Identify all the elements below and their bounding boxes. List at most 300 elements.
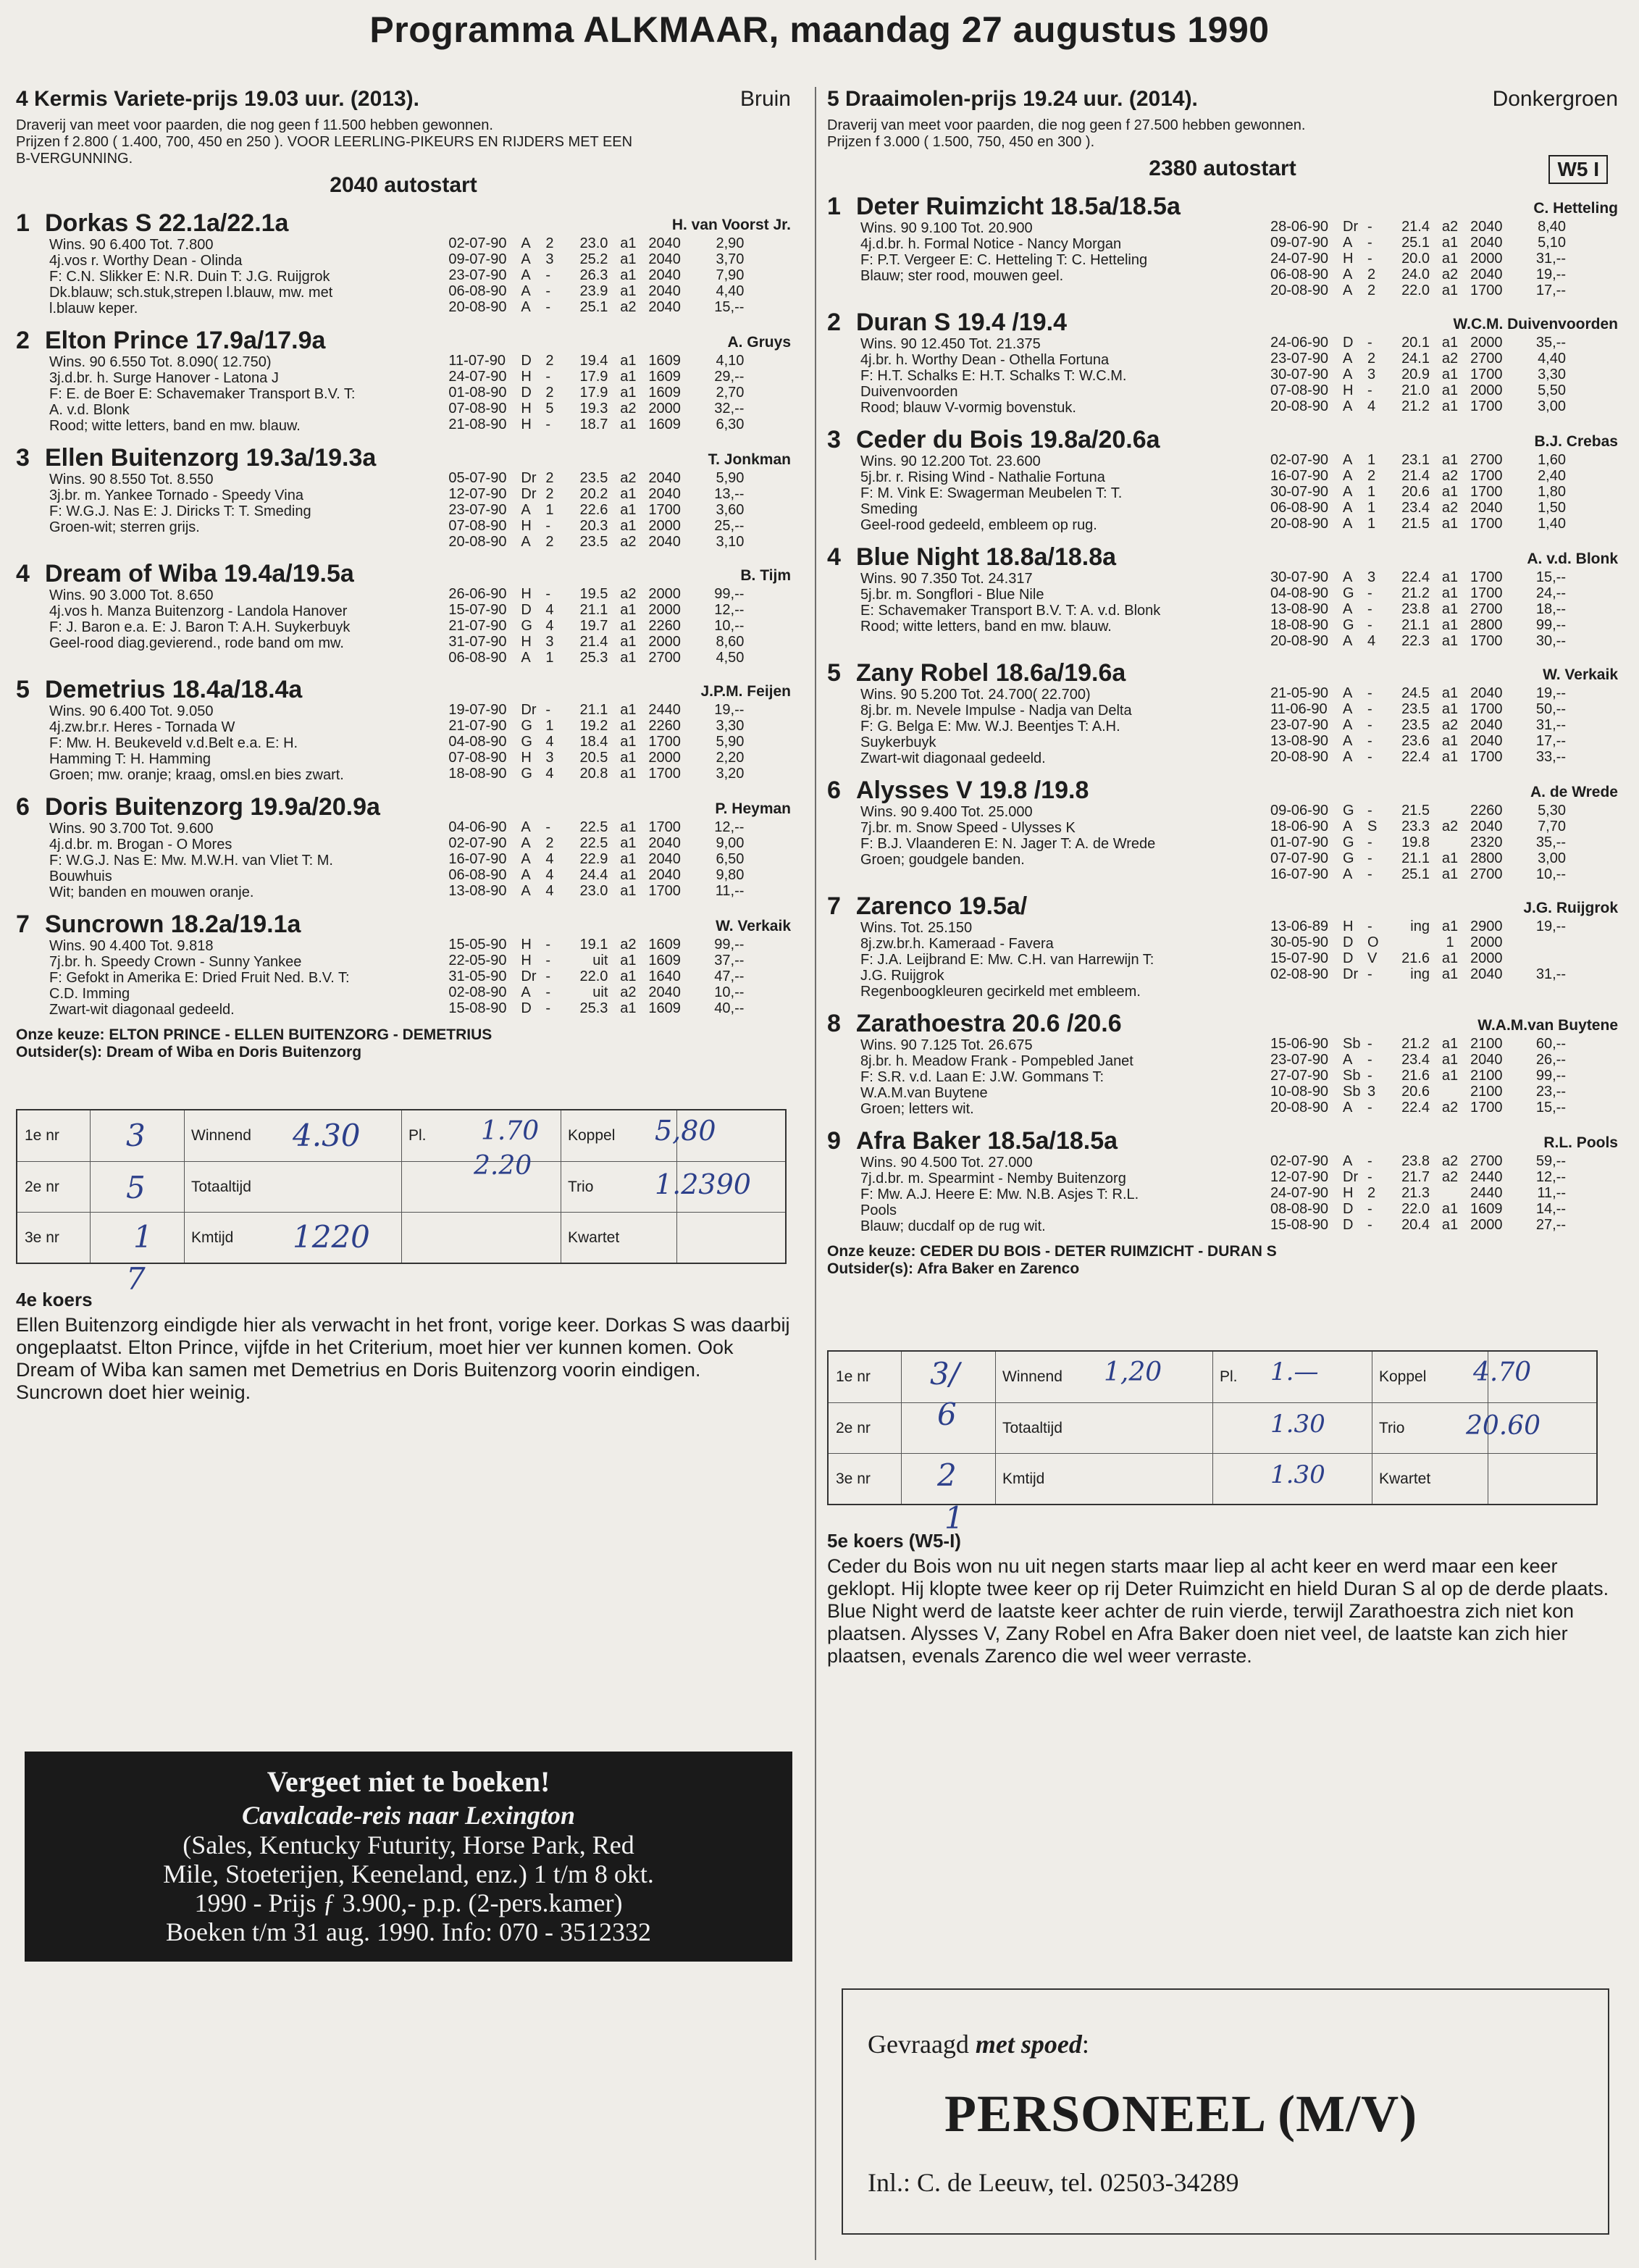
result-cell: 2040 [1470, 1052, 1503, 1068]
result-cell: A [521, 819, 531, 835]
result-cell: 2040 [1470, 819, 1503, 834]
result-cell: 2700 [1470, 601, 1503, 617]
result-cell: a2 [1441, 351, 1459, 367]
result-line [1270, 934, 1618, 950]
result-cell: 11-06-90 [1270, 701, 1328, 717]
result-line [1270, 803, 1618, 819]
result-cell: - [1367, 585, 1372, 601]
race-heading: 5 Draaimolen-prijs 19.24 uur. (2014). [827, 87, 1198, 111]
result-cell: 5,90 [716, 470, 745, 486]
horse-name-text: Ellen Buitenzorg 19.3a/19.3a [45, 444, 377, 472]
result-cell: a1 [1441, 569, 1459, 585]
trainer-name: W. Verkaik [1543, 666, 1618, 683]
result-cell: 21.3 [1401, 1185, 1430, 1201]
result-line [1270, 733, 1618, 749]
result-cell: Dr [521, 470, 537, 486]
report-text: Ceder du Bois won nu uit negen starts maar liep al acht keer en werd maar een keer geklopt. Hij klopte twee keer op rij Deter Ruimzicht en hield Duran S al op de derde plaats. Blue Night werd de laatste keer achter de ruin vierde, terwijl Zarathoestra zich niet kon plaatsen. Alysses V, Zany Robel en Afra Baker doen niet veel, de laatste kan zich hier plaatsen, evenals Zarenco die wel weer verraste. [827, 1555, 1609, 1667]
horse-info-line: Dk.blauw; sch.stuk,strepen l.blauw, mw. met [49, 285, 333, 301]
result-cell: 02-07-90 [448, 835, 507, 851]
result-cell: A [1343, 283, 1353, 298]
staff-wanted-advertisement [842, 1988, 1609, 2235]
result-cell: G [521, 766, 532, 782]
horse-name [827, 892, 1618, 920]
result-cell: 25.1 [579, 299, 608, 315]
result-cell: 1 [1367, 452, 1376, 468]
horse-results [448, 937, 791, 1018]
result-cell: 23.0 [579, 883, 608, 899]
result-cell: G [1343, 585, 1354, 601]
result-cell: 17,-- [1535, 733, 1566, 749]
travel-advertisement [25, 1752, 792, 1962]
result-cell: - [1367, 919, 1372, 934]
handwritten-second: 5 [126, 1170, 146, 1205]
race-description [16, 117, 791, 167]
result-cell: 21.4 [1401, 219, 1430, 235]
handwritten-winnend: 4.30 [293, 1118, 361, 1153]
result-cell: 04-08-90 [448, 734, 507, 750]
trainer-name: B. Tijm [740, 567, 791, 584]
result-cell: a2 [1441, 468, 1459, 484]
result-cell: 2700 [648, 650, 681, 666]
result-cell: D [1343, 1217, 1354, 1233]
result-cell: - [545, 518, 551, 534]
result-cell: A [1343, 685, 1353, 701]
result-cell: V [1367, 950, 1378, 966]
our-choice [16, 1026, 791, 1061]
result-cell: 21.2 [1401, 398, 1430, 414]
result-cell: a2 [620, 937, 637, 953]
result-cell: Sb [1343, 1036, 1361, 1052]
result-cell: 19,-- [1535, 919, 1566, 934]
result-cell: 2440 [1470, 1169, 1503, 1185]
result-cell: 21.1 [579, 702, 608, 718]
result-cell: H [1343, 382, 1354, 398]
horse-entry [16, 560, 791, 666]
result-cell: 2100 [1470, 1036, 1503, 1052]
trainer-name: W. Verkaik [716, 918, 791, 934]
result-line [448, 953, 791, 968]
result-cell: 7,70 [1538, 819, 1566, 834]
result-cell: 5,30 [1538, 803, 1566, 819]
result-cell: 4 [545, 851, 554, 867]
handwritten-first: 3/ [930, 1356, 960, 1392]
grid-line [401, 1110, 402, 1263]
result-cell: 11,-- [1537, 1185, 1566, 1201]
result-cell: 31-05-90 [448, 968, 507, 984]
result-cell: a1 [620, 650, 637, 666]
result-cell: 20-08-90 [1270, 1100, 1329, 1116]
handwritten-pl2: 2.20 [474, 1151, 532, 1181]
result-cell: 15-08-90 [1270, 1217, 1329, 1233]
result-cell: 2320 [1470, 834, 1503, 850]
result-cell: - [1367, 251, 1372, 267]
result-line [448, 586, 791, 602]
result-cell: 1609 [648, 369, 681, 385]
result-line [1270, 1201, 1618, 1217]
result-cell: - [545, 283, 551, 299]
kwartet-label: Kwartet [1379, 1470, 1431, 1487]
result-line [1270, 267, 1618, 283]
result-cell: A [521, 283, 531, 299]
horse-info-line: Duivenvoorden [860, 384, 958, 400]
result-cell: 07-08-90 [1270, 382, 1329, 398]
result-cell: - [545, 1000, 551, 1016]
result-cell: 13-08-90 [1270, 601, 1329, 617]
result-line [1270, 617, 1618, 633]
result-cell: 06-08-90 [448, 867, 507, 883]
result-cell: A [1343, 717, 1353, 733]
result-cell: 15-06-90 [1270, 1036, 1329, 1052]
result-cell: 12-07-90 [1270, 1169, 1329, 1185]
race-color: Donkergroen [1492, 87, 1618, 111]
result-cell: 26,-- [1535, 1052, 1566, 1068]
result-cell: a1 [1441, 1068, 1459, 1084]
result-cell: 20.1 [1401, 335, 1430, 351]
result-cell: 11,-- [715, 883, 745, 899]
result-cell: a2 [1441, 267, 1459, 283]
totaaltijd-label: Totaaltijd [191, 1179, 251, 1195]
horse-info-line: Wins. 90 6.550 Tot. 8.090( 12.750) [49, 354, 272, 370]
result-cell: 2,40 [1538, 468, 1566, 484]
horse-info [16, 587, 448, 666]
result-cell: G [521, 734, 532, 750]
result-cell: 20.5 [579, 750, 608, 766]
result-cell: a1 [1441, 452, 1459, 468]
result-cell: 19,-- [714, 702, 745, 718]
result-cell: 19.1 [579, 937, 608, 953]
horse-entry [827, 309, 1618, 416]
result-cell: A [1343, 500, 1353, 516]
horse-info-line: W.A.M.van Buytene [860, 1085, 988, 1101]
horse-info-line: F: S.R. v.d. Laan E: J.W. Gommans T: [860, 1069, 1104, 1085]
result-cell: 20.6 [1401, 484, 1430, 500]
result-cell: A [1343, 398, 1353, 414]
horse-number: 2 [16, 327, 30, 354]
result-cell: - [1367, 1169, 1372, 1185]
horse-info-line: 4j.d.br. m. Brogan - O Mores [49, 837, 232, 853]
result-cell: 13-08-90 [1270, 733, 1329, 749]
result-cell: 1,50 [1538, 500, 1566, 516]
result-cell: G [1343, 850, 1354, 866]
horse-info-line: F: M. Vink E: Swagerman Meubelen T: T. [860, 485, 1123, 501]
result-cell: 2000 [648, 634, 681, 650]
result-cell: 23.3 [1401, 819, 1430, 834]
result-cell: 8,40 [1538, 219, 1566, 235]
race-heading-row [16, 87, 791, 112]
horse-info-line: F: C.N. Slikker E: N.R. Duin T: J.G. Ruijgrok [49, 269, 330, 285]
horse-entry [16, 676, 791, 783]
result-cell: a1 [620, 369, 637, 385]
result-line [448, 283, 791, 299]
result-cell: A [521, 534, 531, 550]
result-line [448, 734, 791, 750]
result-cell: a2 [1441, 219, 1459, 235]
result-line [1270, 335, 1618, 351]
result-cell: D [1343, 1201, 1354, 1217]
result-cell: 1609 [1470, 1201, 1503, 1217]
horse-name-text: Dream of Wiba 19.4a/19.5a [45, 560, 354, 587]
result-cell: 20.9 [1401, 367, 1430, 382]
horse-name-text: Doris Buitenzorg 19.9a/20.9a [45, 793, 380, 821]
result-cell: 20-08-90 [448, 299, 507, 315]
result-cell: a1 [620, 634, 637, 650]
result-cell: 1 [1446, 934, 1454, 950]
result-line [448, 602, 791, 618]
result-cell: a1 [1441, 382, 1459, 398]
horse-entry [16, 209, 791, 317]
result-cell: a1 [620, 602, 637, 618]
trio-label: Trio [1379, 1420, 1405, 1436]
horse-info-line: Geel-rood gedeeld, embleem op rug. [860, 517, 1097, 533]
result-line [1270, 382, 1618, 398]
result-cell: 2000 [1470, 1217, 1503, 1233]
horse-info-line: 5j.br. r. Rising Wind - Nathalie Fortuna [860, 469, 1105, 485]
result-cell: a1 [1441, 733, 1459, 749]
result-cell: 30-05-90 [1270, 934, 1329, 950]
result-cell: 30-07-90 [1270, 367, 1329, 382]
result-cell: 2040 [1470, 685, 1503, 701]
handwritten-extra: 1 [944, 1500, 964, 1536]
result-cell: 1700 [1470, 283, 1503, 298]
result-cell: A [1343, 267, 1353, 283]
horse-entry [827, 777, 1618, 882]
result-cell: a1 [620, 486, 637, 502]
horse-info [827, 804, 1266, 882]
race-color: Bruin [739, 87, 791, 111]
result-cell: A [521, 867, 531, 883]
result-cell: a1 [620, 618, 637, 634]
result-cell: 4,40 [716, 283, 745, 299]
handwritten-extra: 7 [126, 1261, 146, 1297]
horse-info-line: Zwart-wit diagonaal gedeeld. [49, 1002, 235, 1018]
result-cell: 1700 [1470, 749, 1503, 765]
result-cell: 1700 [1470, 569, 1503, 585]
horse-info-line: Wins. 90 6.400 Tot. 9.050 [49, 703, 214, 719]
horse-info-line: 7j.br. m. Snow Speed - Ulysses K [860, 820, 1076, 836]
horse-results [1270, 1036, 1618, 1117]
result-cell: 23.8 [1401, 601, 1430, 617]
result-line [1270, 452, 1618, 468]
horse-entry [827, 193, 1618, 298]
result-cell: 10,-- [1535, 866, 1566, 882]
trainer-name: W.C.M. Duivenvoorden [1453, 316, 1618, 332]
result-cell: Dr [521, 968, 537, 984]
result-cell: 3 [1367, 569, 1376, 585]
result-cell: - [1367, 382, 1372, 398]
place-label: 2e nr [25, 1179, 59, 1195]
horse-name-text: Blue Night 18.8a/18.8a [856, 543, 1117, 571]
result-cell: 14,-- [1535, 1201, 1566, 1217]
result-cell: 1700 [1470, 701, 1503, 717]
ad-line: Mile, Stoeterijen, Keeneland, enz.) 1 t/m 8 okt. [163, 1859, 654, 1888]
result-cell: 21-05-90 [1270, 685, 1329, 701]
result-cell: 2260 [648, 618, 681, 634]
result-cell: 7,90 [716, 267, 745, 283]
result-cell: 21.6 [1401, 950, 1430, 966]
horse-entry [16, 327, 791, 434]
result-line [1270, 235, 1618, 251]
result-cell: - [545, 417, 551, 432]
result-cell: a1 [620, 283, 637, 299]
result-cell: Sb [1343, 1084, 1361, 1100]
horse-info [16, 938, 448, 1018]
horse-info-line: Wins. 90 12.200 Tot. 23.600 [860, 453, 1041, 469]
result-cell: A [1343, 235, 1353, 251]
horse-info [827, 336, 1266, 416]
result-cell: 2040 [648, 835, 681, 851]
result-cell: uit [592, 984, 608, 1000]
trainer-name: J.G. Ruijgrok [1523, 900, 1618, 916]
result-cell: 4 [1367, 398, 1376, 414]
result-line [1270, 367, 1618, 382]
result-cell: 28-06-90 [1270, 219, 1329, 235]
horse-info-line: 4j.vos r. Worthy Dean - Olinda [49, 253, 243, 269]
result-cell: 22.6 [579, 502, 608, 518]
result-cell: 19,-- [1535, 685, 1566, 701]
trainer-name: B.J. Crebas [1534, 433, 1618, 450]
horse-info-line: 3j.br. m. Yankee Tornado - Speedy Vina [49, 488, 303, 503]
result-cell: 13,-- [714, 486, 745, 502]
report-title: 4e koers [16, 1289, 93, 1310]
result-cell: a1 [1441, 966, 1459, 982]
result-cell: 22.3 [1401, 633, 1430, 649]
horse-results [1270, 803, 1618, 882]
result-cell: 25.1 [1401, 235, 1430, 251]
distance-row [16, 172, 791, 199]
result-cell: 12-07-90 [448, 486, 507, 502]
result-cell: a1 [1441, 516, 1459, 532]
result-line [1270, 919, 1618, 934]
result-cell: - [1367, 1052, 1372, 1068]
result-cell: - [1367, 685, 1372, 701]
result-cell: 2100 [1470, 1084, 1503, 1100]
result-cell: 22.5 [579, 835, 608, 851]
result-line [448, 486, 791, 502]
result-cell: 21.5 [1401, 803, 1430, 819]
result-cell: 20.3 [579, 518, 608, 534]
result-cell: 21.0 [1401, 382, 1430, 398]
horse-name-text: Elton Prince 17.9a/17.9a [45, 327, 326, 354]
result-cell: 17.9 [579, 369, 608, 385]
horse-info [827, 453, 1266, 533]
horse-results [448, 586, 791, 666]
result-cell: 20.4 [1401, 1217, 1430, 1233]
result-cell: Dr [1343, 1169, 1359, 1185]
result-cell: a1 [1441, 398, 1459, 414]
horse-info-line: Rood; witte letters, band en mw. blauw. [860, 619, 1112, 635]
result-cell: A [1343, 452, 1353, 468]
result-cell: 21.5 [1401, 516, 1430, 532]
horse-results [1270, 919, 1618, 1000]
result-cell: - [1367, 701, 1372, 717]
result-cell: a1 [620, 235, 637, 251]
result-cell: 1609 [648, 417, 681, 432]
horse-info-line: 4j.vos h. Manza Buitenzorg - Landola Hanover [49, 603, 348, 619]
horse-info-line: Rood; witte letters, band en mw. blauw. [49, 418, 301, 434]
kmtijd-label: Kmtijd [191, 1229, 234, 1246]
horse-results [1270, 335, 1618, 416]
place-label: 1e nr [836, 1368, 871, 1385]
result-cell: 20-08-90 [1270, 516, 1329, 532]
result-cell: 2440 [1470, 1185, 1503, 1201]
result-cell: a1 [1441, 1201, 1459, 1217]
horse-results [448, 702, 791, 783]
result-cell: 19.4 [579, 353, 608, 369]
result-cell: - [545, 267, 551, 283]
result-cell: a2 [1441, 1153, 1459, 1169]
result-cell: a1 [620, 750, 637, 766]
result-cell: A [1343, 1100, 1353, 1116]
result-cell: a2 [620, 586, 637, 602]
result-cell: a2 [620, 401, 637, 417]
result-cell: 1700 [1470, 367, 1503, 382]
result-cell: 25.3 [579, 650, 608, 666]
horse-name [16, 327, 791, 354]
result-cell: 2 [545, 534, 554, 550]
result-cell: 15-08-90 [448, 1000, 507, 1016]
result-cell: a1 [1441, 251, 1459, 267]
result-cell: 2000 [648, 602, 681, 618]
horse-name-text: Duran S 19.4 /19.4 [856, 309, 1068, 336]
result-line [1270, 351, 1618, 367]
result-cell: 18-06-90 [1270, 819, 1329, 834]
result-cell: a2 [1441, 1100, 1459, 1116]
horse-entry [827, 659, 1618, 766]
result-cell: 33,-- [1535, 749, 1566, 765]
result-cell: 25.2 [579, 251, 608, 267]
result-cell: a1 [620, 353, 637, 369]
horse-info-line: Rood; blauw V-vormig bovenstuk. [860, 400, 1076, 416]
result-cell: 02-08-90 [448, 984, 507, 1000]
result-cell: 22.4 [1401, 1100, 1430, 1116]
horse-name-text: Demetrius 18.4a/18.4a [45, 676, 303, 703]
result-cell: a1 [1441, 617, 1459, 633]
horse-info [16, 703, 448, 783]
result-cell: 1700 [1470, 398, 1503, 414]
result-cell: 30-07-90 [1270, 569, 1329, 585]
horse-info [827, 920, 1266, 1000]
result-cell: 3,10 [716, 534, 745, 550]
result-cell: H [521, 953, 532, 968]
result-cell: 1609 [648, 937, 681, 953]
pl-label: Pl. [408, 1127, 427, 1144]
result-cell: A [1343, 733, 1353, 749]
horse-info-line: 8j.br. m. Nevele Impulse - Nadja van Delta [860, 703, 1132, 719]
horse-name [827, 426, 1618, 453]
horse-info-line: Groen-wit; sterren grijs. [49, 519, 200, 535]
result-line [448, 385, 791, 401]
totaaltijd-label: Totaaltijd [1002, 1420, 1062, 1436]
result-cell: 2700 [1470, 1153, 1503, 1169]
race-desc-line: Draverij van meet voor paarden, die nog geen f 11.500 hebben gewonnen. [16, 117, 493, 133]
result-cell: a1 [620, 267, 637, 283]
result-cell: A [521, 502, 531, 518]
race-4-column [16, 87, 791, 1404]
result-cell: 12,-- [714, 819, 745, 835]
result-cell: 23-07-90 [1270, 717, 1329, 733]
result-cell: - [1367, 601, 1372, 617]
kwartet-label: Kwartet [568, 1229, 620, 1246]
handwritten-kmtijd: 1220 [293, 1219, 370, 1255]
result-cell: - [545, 299, 551, 315]
horse-name [827, 543, 1618, 571]
trainer-name: H. van Voorst Jr. [671, 217, 791, 233]
result-cell: H [521, 369, 532, 385]
horse-info-line: Wins. 90 7.125 Tot. 26.675 [860, 1037, 1033, 1053]
result-line [1270, 950, 1618, 966]
result-cell: 9,00 [716, 835, 745, 851]
result-cell: A [521, 251, 531, 267]
